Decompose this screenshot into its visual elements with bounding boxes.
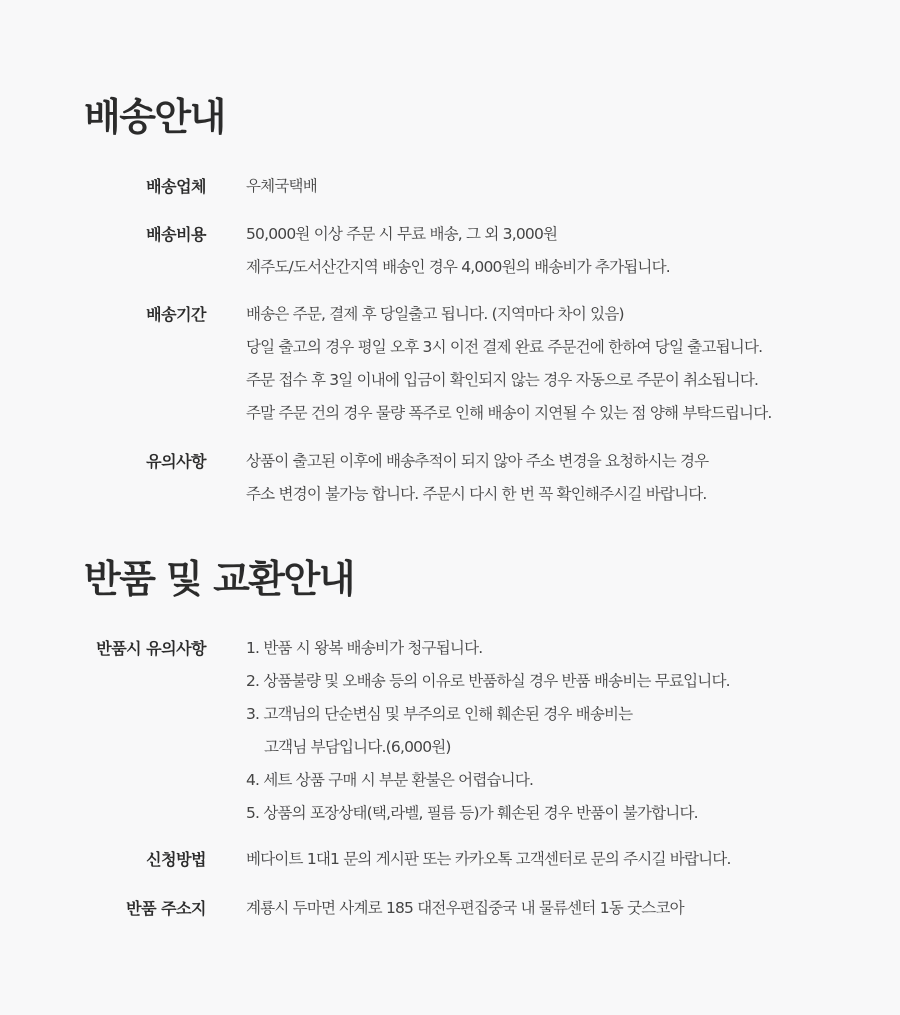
row-text: 주문 접수 후 3일 이내에 입금이 확인되지 않는 경우 자동으로 주문이 취소됩니다. <box>246 371 759 389</box>
row-label: 배송업체 <box>146 177 206 196</box>
row-label: 유의사항 <box>146 452 206 471</box>
row-text: 고객님 부담입니다.(6,000원) <box>264 738 451 756</box>
row-label: 배송기간 <box>146 305 206 324</box>
row-text: 2. 상품불량 및 오배송 등의 이유로 반품하실 경우 반품 배송비는 무료입니다. <box>246 672 730 690</box>
row-text: 베다이트 1대1 문의 게시판 또는 카카오톡 고객센터로 문의 주시길 바랍니다. <box>246 850 731 868</box>
row-text: 배송은 주문, 결제 후 당일출고 됩니다. (지역마다 차이 있음) <box>246 305 624 323</box>
row-text: 3. 고객님의 단순변심 및 부주의로 인해 훼손된 경우 배송비는 <box>246 705 633 723</box>
row-text: 50,000원 이상 주문 시 무료 배송, 그 외 3,000원 <box>246 225 558 243</box>
row-text: 상품이 출고된 이후에 배송추적이 되지 않아 주소 변경을 요청하시는 경우 <box>246 452 709 470</box>
row-text: 주말 주문 건의 경우 물량 폭주로 인해 배송이 지연될 수 있는 점 양해 부탁드립니다. <box>246 404 772 422</box>
row-label: 반품 주소지 <box>126 899 206 918</box>
row-text: 1. 반품 시 왕복 배송비가 청구됩니다. <box>246 639 483 657</box>
shipping-section-title: 배송안내 <box>84 95 225 139</box>
returns-section-title: 반품 및 교환안내 <box>84 557 354 601</box>
row-text: 주소 변경이 불가능 합니다. 주문시 다시 한 번 꼭 확인해주시길 바랍니다. <box>246 485 707 503</box>
row-text: 5. 상품의 포장상태(택,라벨, 필름 등)가 훼손된 경우 반품이 불가합니다. <box>246 804 698 822</box>
row-text: 우체국택배 <box>246 177 317 195</box>
row-label: 반품시 유의사항 <box>96 639 206 658</box>
row-label: 신청방법 <box>146 850 206 869</box>
row-label: 배송비용 <box>146 225 206 244</box>
row-text: 계룡시 두마면 사계로 185 대전우편집중국 내 물류센터 1동 굿스코아 <box>246 899 684 917</box>
row-text: 제주도/도서산간지역 배송인 경우 4,000원의 배송비가 추가됩니다. <box>246 258 670 276</box>
row-text: 4. 세트 상품 구매 시 부분 환불은 어렵습니다. <box>246 771 534 789</box>
row-text: 당일 출고의 경우 평일 오후 3시 이전 결제 완료 주문건에 한하여 당일 출고됩니다. <box>246 338 763 356</box>
